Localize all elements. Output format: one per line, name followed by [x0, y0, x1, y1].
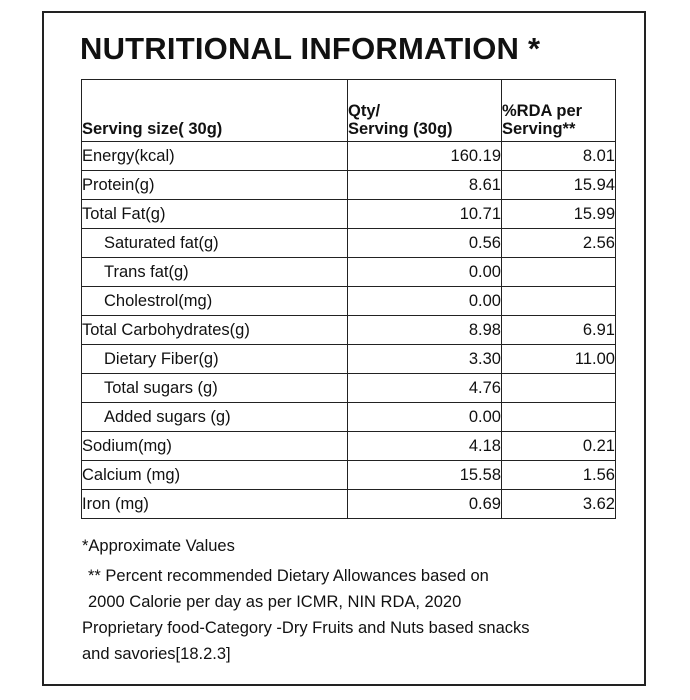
- rda-value: [502, 374, 616, 403]
- table-row: [82, 200, 616, 229]
- page-title: NUTRITIONAL INFORMATION *: [80, 31, 541, 66]
- nutrient-name: Added sugars (g): [82, 403, 348, 432]
- table-row: [82, 345, 616, 374]
- rda-value: 0.21: [502, 432, 616, 461]
- nutrient-name: Trans fat(g): [82, 258, 348, 287]
- table-header-row: [82, 80, 616, 142]
- rda-value: [502, 287, 616, 316]
- nutrient-name: Iron (mg): [82, 490, 348, 519]
- qty-value: 160.19: [348, 142, 502, 171]
- footnotes: [82, 533, 622, 667]
- qty-value: 0.00: [348, 258, 502, 287]
- rda-value: 15.94: [502, 171, 616, 200]
- table-row: [82, 229, 616, 258]
- rda-value: 11.00: [502, 345, 616, 374]
- qty-value: 4.18: [348, 432, 502, 461]
- table-row: [82, 287, 616, 316]
- nutrient-name: Cholestrol(mg): [82, 287, 348, 316]
- rda-value: 6.91: [502, 316, 616, 345]
- footnote-approximate: *Approximate Values: [82, 537, 235, 555]
- qty-value: 8.61: [348, 171, 502, 200]
- table-row: [82, 171, 616, 200]
- nutrient-name: Saturated fat(g): [82, 229, 348, 258]
- nutrient-name: Total sugars (g): [82, 374, 348, 403]
- footnote-category: Proprietary food-Category -Dry Fruits and Nuts based snacks and savories[18.2.3]: [82, 619, 530, 663]
- qty-value: 8.98: [348, 316, 502, 345]
- nutrient-name: Total Fat(g): [82, 200, 348, 229]
- table-row: [82, 461, 616, 490]
- qty-value: 0.00: [348, 287, 502, 316]
- qty-value: 15.58: [348, 461, 502, 490]
- table-row: [82, 403, 616, 432]
- rda-value: 8.01: [502, 142, 616, 171]
- rda-value: 1.56: [502, 461, 616, 490]
- rda-value: [502, 258, 616, 287]
- qty-value: 3.30: [348, 345, 502, 374]
- nutrition-label-panel: [42, 11, 646, 686]
- table-row: [82, 258, 616, 287]
- table-row: [82, 142, 616, 171]
- qty-value: 10.71: [348, 200, 502, 229]
- footnote-rda: ** Percent recommended Dietary Allowances based on 2000 Calorie per day as per ICMR, NIN RDA, 2020: [88, 567, 489, 611]
- nutrient-name: Dietary Fiber(g): [82, 345, 348, 374]
- rda-value: 2.56: [502, 229, 616, 258]
- qty-value: 0.69: [348, 490, 502, 519]
- header-serving-size: Serving size( 30g): [82, 80, 348, 142]
- qty-value: 4.76: [348, 374, 502, 403]
- nutrient-name: Calcium (mg): [82, 461, 348, 490]
- rda-value: 15.99: [502, 200, 616, 229]
- rda-value: 3.62: [502, 490, 616, 519]
- header-qty-per-serving: Qty/ Serving (30g): [348, 80, 502, 142]
- header-rda-per-serving: %RDA per Serving**: [502, 80, 616, 142]
- table-row: [82, 374, 616, 403]
- qty-value: 0.00: [348, 403, 502, 432]
- nutrient-name: Total Carbohydrates(g): [82, 316, 348, 345]
- nutrition-table: [81, 79, 616, 519]
- table-row: [82, 432, 616, 461]
- rda-value: [502, 403, 616, 432]
- table-row: [82, 316, 616, 345]
- nutrient-name: Protein(g): [82, 171, 348, 200]
- nutrient-name: Energy(kcal): [82, 142, 348, 171]
- table-row: [82, 490, 616, 519]
- qty-value: 0.56: [348, 229, 502, 258]
- nutrient-name: Sodium(mg): [82, 432, 348, 461]
